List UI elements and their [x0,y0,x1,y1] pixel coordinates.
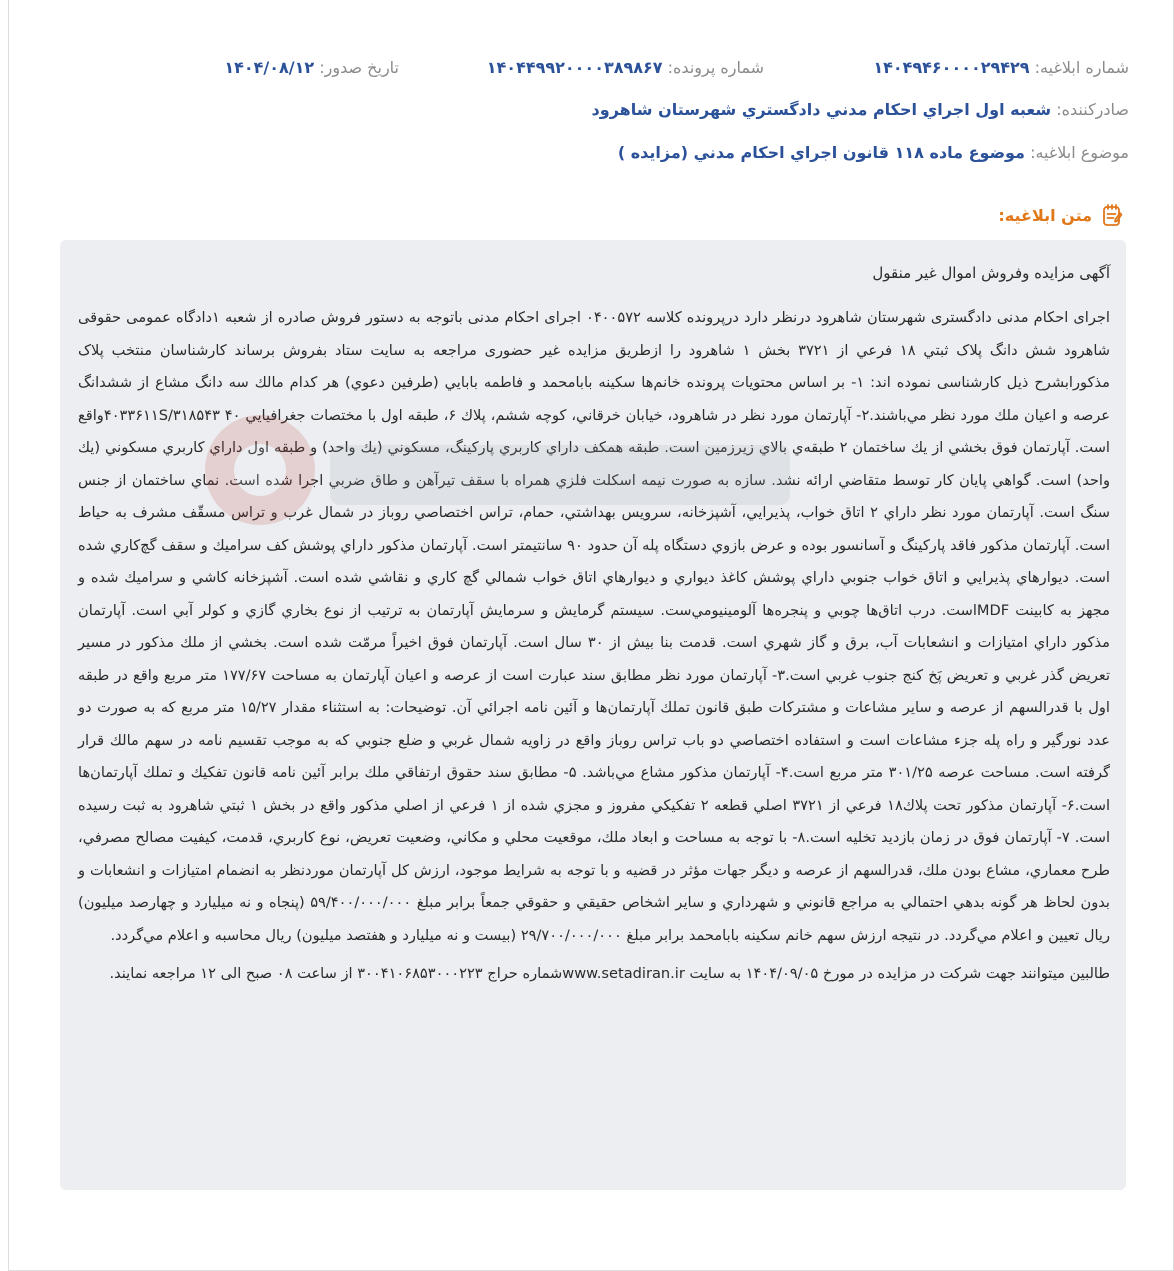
subject-value: موضوع ماده ۱۱۸ قانون اجراي احكام مدني (مزايده ) [617,143,1025,162]
subject-label: موضوع ابلاغیه: [1030,143,1129,162]
notice-body [60,240,1126,1190]
document-text-icon [1100,202,1126,228]
notice-text-title: متن ابلاغیه: [998,205,1092,225]
notice-number-label: شماره ابلاغیه: [1034,58,1129,77]
notice-number [873,58,1129,77]
notice-number-value: ۱۴۰۴۹۴۶۰۰۰۰۲۹۴۲۹ [873,58,1030,77]
notice-text-header [998,202,1126,228]
notice-meta-row [60,58,1129,82]
issuer-line [592,100,1129,119]
case-number-label: شماره پرونده: [667,58,764,77]
subject-line [618,143,1129,162]
issuer-label: صادرکننده: [1056,100,1129,119]
notice-heading: آگهی مزایده وفروش اموال غیر منقول [872,264,1110,282]
issue-date-value: ۱۴۰۴/۰۸/۱۲ [224,58,315,77]
case-number-value: ۱۴۰۴۴۹۹۲۰۰۰۰۳۸۹۸۶۷ [486,58,663,77]
notice-paragraph-main: اجرای احکام مدنی دادگستری شهرستان شاهرود درنظر دارد درپرونده کلاسه ۰۴۰۰۵۷۲ اجرای احکام مدنی باتوجه به دستور فروش صادره از شعبه ۱دادگاه عمومی حقوقی شاهرود شش دانگ پلاک ثبتي ۱۸ فرعي از ۳۷۲۱ بخش ۱ شاهرود را ازطریق مزایده غیر حضوری مراجعه به سایت ستاد بفروش برساند کارشناسان منتخب پلاک مذکورابشرح ذیل کارشناسی نموده اند: ۱- بر اساس محتويات پرونده خانم‌ها سکينه بابامحمد و فاطمه بابايي (طرفين دعوي) هر كدام مالك سه دانگ مشاع از ششدانگ عرصه و اعيان ملك مورد نظر مي‌باشند.۲- آپارتمان مورد نظر در شاهرود، خيابان خرقاني، كوچه ششم، پلاك ۶، طبقه اول با مختصات جغرافيايي ۴۰ ۴۰۳۳۶۱۱S/۳۱۸۵۴۳واقع است. آپارتمان فوق بخشي از يك ساختمان ۲ طبقه‌ي بالاي زيرزمين است. طبقه همكف داراي كاربري پاركينگ، مسكوني (يك واحد) و طبقه اول داراي كاربري مسكوني (يك واحد) است. گواهي پايان كار توسط متقاضي ارائه نشد. سازه به صورت نيمه اسكلت فلزي همراه با سقف تيرآهن و طاق ضربي اجرا شده است. نماي ساختمان از جنس سنگ است. آپارتمان مورد نظر داراي ۲ اتاق خواب، پذيرايي، آشپزخانه، سرويس بهداشتي، حمام، تراس اختصاصي روباز در شمال غرب و تراس مسقّف مشرف به حياط است. آپارتمان مذكور فاقد پاركينگ و آسانسور بوده و عرض بازوي دستگاه پله آن حدود ۹۰ سانتيمتر است. آپارتمان مذكور داراي پوشش كف سراميك و سقف گچ‌كاري شده است. ديوارهاي پذيرايي و اتاق خواب جنوبي داراي پوشش كاغذ ديواري و ديوارهاي اتاق خواب شمالي گچ كاري و نقاشي شده است. آشپزخانه كاشي و سراميك شده و مجهز به كابينت MDFاست. درب اتاق‌ها چوبي و پنجره‌ها آلومينيومي‌ست. سيستم گرمايش و سرمايش آپارتمان به ترتيب از نوع بخاري گازي و كولر آبي است. آپارتمان مذكور داراي امتيازات و انشعابات آب، برق و گاز شهري است. قدمت بنا بيش از ۳۰ سال است. آپارتمان فوق اخيراً مرمّت شده است. بخشي از ملك مذكور در مسير تعريض گذر غربي و تعريض پَخ كنج جنوب غربي است.۳- آپارتمان مورد نظر مطابق سند عبارت است از عرصه و اعيان آپارتمان به مساحت ۱۷۷/۶۷ متر مربع واقع در طبقه اول با قدرالسهم از عرصه و ساير مشاعات و مشتركات طبق قانون تملك آپارتمان‌ها و آئين نامه اجرائي آن. توضيحات: به استثناء مقدار ۱۵/۲۷ متر مربع كه به صورت دو عدد نورگير و راه پله جزء مشاعات است و استفاده اختصاصي دو باب تراس روباز واقع در زاويه شمال غربي و ضلع جنوبي كه به موجب تقسيم نامه در سهم مالك قرار گرفته است. مساحت عرصه ۳۰۱/۲۵ متر مربع است.۴- آپارتمان مذكور مشاع مي‌باشد. ۵- مطابق سند حقوق ارتفاقي ملك برابر آئين نامه قانون تفكيك و تملك آپارتمان‌ها است.۶- آپارتمان مذكور تحت پلاك۱۸ فرعي از ۳۷۲۱ اصلي قطعه ۲ تفكيكي مفروز و مجزي شده از ۱ فرعي از اصلي مذكور واقع در بخش ۱ ثبتي شاهرود به ثبت رسيده است. ۷- آپارتمان فوق در زمان بازديد تخليه است.۸- با توجه به مساحت و ابعاد ملك، موقعيت محلي و مكاني، وضعيت تعريض، نوع كاربري، قدمت، كيفيت مصالح مصرفي، طرح معماري، مشاع بودن ملك، قدرالسهم از عرصه و ديگر جهات مؤثر در قضيه و با توجه به شرايط موجود، ارزش كل آپارتمان موردنظر به انضمام امتيازات و انشعابات و بدون لحاظ هر گونه بدهي احتمالي به مراجع قانوني و شهرداري و ساير اشخاص حقيقي و حقوقي جمعاً برابر مبلغ ۵۹/۴۰۰/۰۰۰/۰۰۰ (پنجاه و نه ميليارد و چهارصد ميليون) ريال تعيين و اعلام مي‌گردد. در نتيجه ارزش سهم خانم سكينه بابامحمد برابر مبلغ ۲۹/۷۰۰/۰۰۰/۰۰۰ (بيست و نه ميليارد و هفتصد ميليون) ريال محاسبه و اعلام مي‌گردد. [78,309,1111,944]
case-number [487,58,764,77]
issuer-value: شعبه اول اجراي احكام مدني دادگستري شهرستان شاهرود [591,100,1052,119]
issue-date [224,58,399,77]
issue-date-label: تاریخ صدور: [319,58,399,77]
notice-paragraph-participation: طالبین میتوانند جهت شرکت در مزایده در مورخ ۱۴۰۴/۰۹/۰۵ به سایت www.setadiran.irشماره حراج ۳۰۰۴۱۰۶۸۵۳۰۰۰۲۲۳ از ساعت ۰۸ صبح الی ۱۲ مراجعه نمایند. [109,965,1110,982]
